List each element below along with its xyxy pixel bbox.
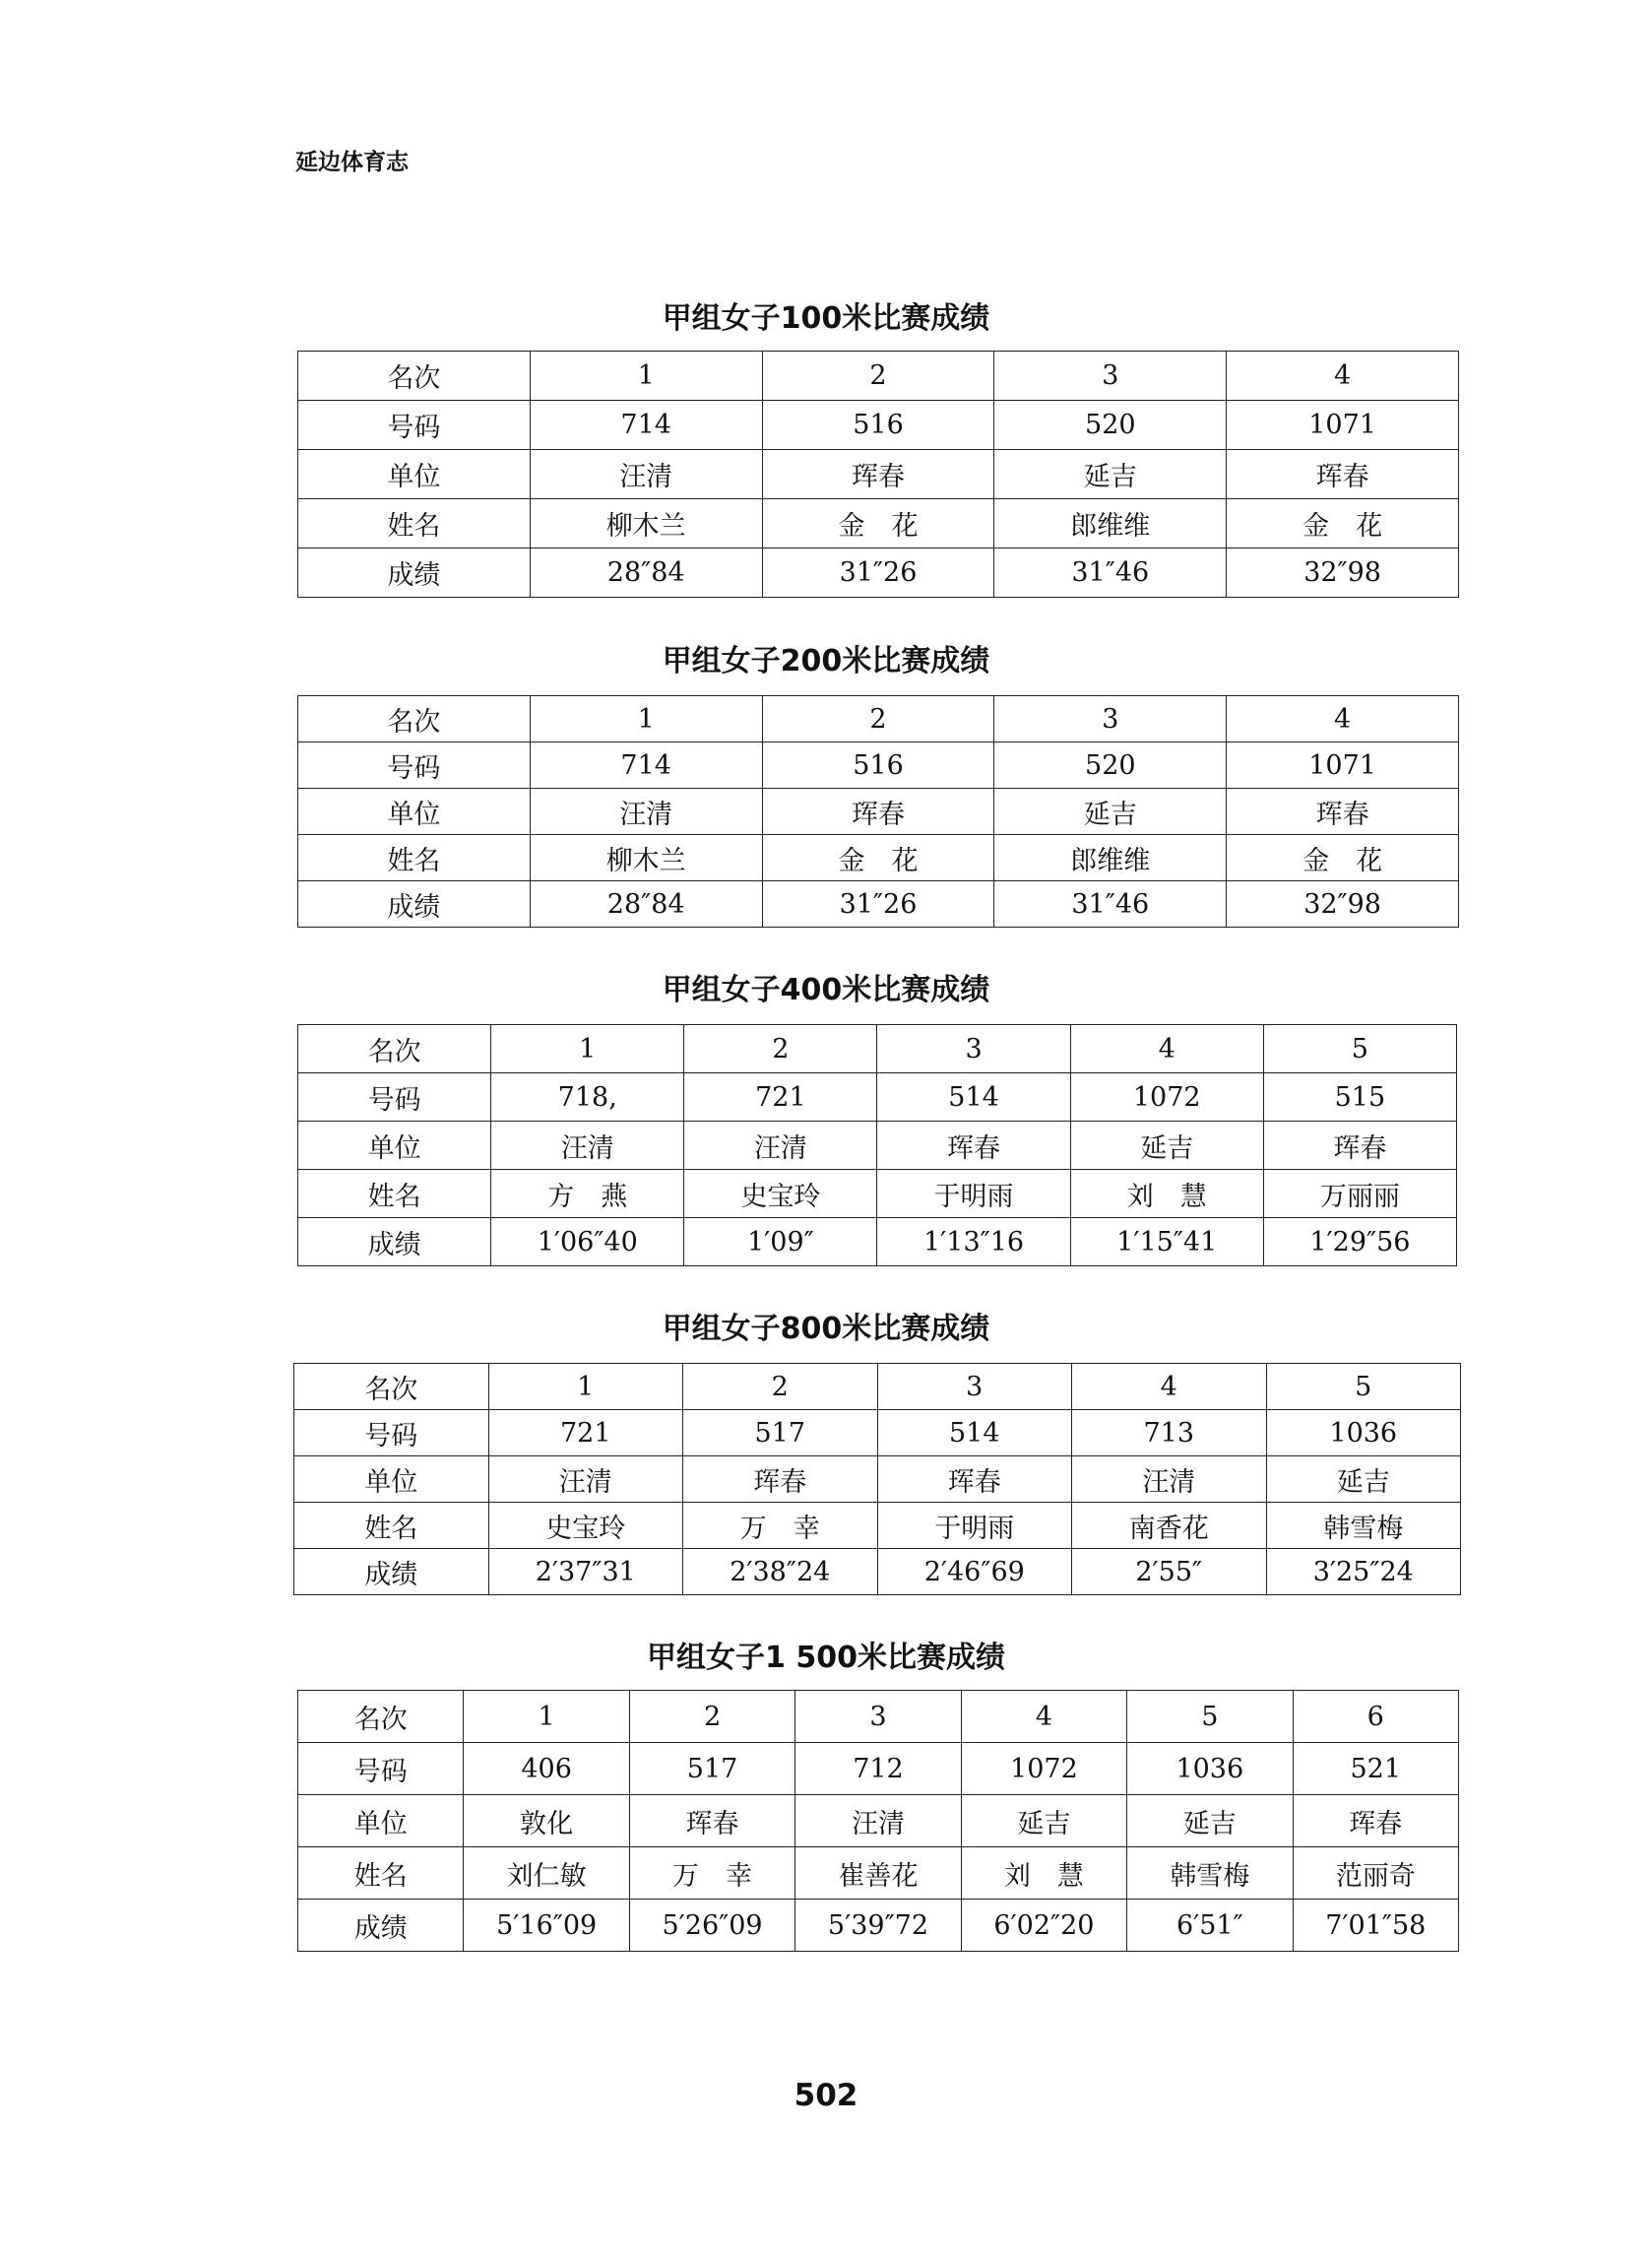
results-table-800m <box>293 1363 1461 1595</box>
table-cell: 4 <box>1227 352 1459 401</box>
table-cell: 6′02″20 <box>961 1900 1126 1952</box>
table-row <box>294 1503 1461 1549</box>
table-cell: 汪清 <box>530 789 762 835</box>
table-cell: 32″98 <box>1227 548 1459 598</box>
table-cell: 郎维维 <box>994 499 1227 548</box>
table-cell: 31″46 <box>994 548 1227 598</box>
table-cell: 6 <box>1293 1691 1458 1743</box>
table-cell: 31″26 <box>762 881 994 928</box>
table-row <box>298 789 1459 835</box>
table-cell: 2 <box>629 1691 794 1743</box>
table-cell: 714 <box>530 401 762 450</box>
table-cell: 延吉 <box>1266 1456 1461 1503</box>
table-cell: 范丽奇 <box>1293 1847 1458 1900</box>
table-row <box>298 1795 1459 1847</box>
results-table-400m <box>297 1024 1457 1266</box>
table-cell: 金 花 <box>1227 499 1459 548</box>
row-header-cell: 姓名 <box>298 499 531 548</box>
table-cell: 1071 <box>1227 401 1459 450</box>
row-header-cell: 号码 <box>298 1743 464 1795</box>
table-cell: 刘 慧 <box>961 1847 1126 1900</box>
table-row <box>298 835 1459 881</box>
table-cell: 3 <box>795 1691 961 1743</box>
row-header-cell: 姓名 <box>298 835 531 881</box>
table-cell: 万丽丽 <box>1263 1170 1456 1218</box>
table-cell: 珲春 <box>1227 789 1459 835</box>
table-row <box>298 1900 1459 1952</box>
table-cell: 3 <box>994 352 1227 401</box>
table-caption-1500m: 甲组女子1 500米比赛成绩 <box>647 1641 1005 1675</box>
table-row <box>298 1847 1459 1900</box>
table-caption-800m: 甲组女子800米比赛成绩 <box>662 1312 990 1346</box>
table-cell: 1′13″16 <box>877 1218 1070 1266</box>
table-cell: 3′25″24 <box>1266 1549 1461 1595</box>
row-header-cell: 成绩 <box>298 881 531 928</box>
table-cell: 32″98 <box>1227 881 1459 928</box>
table-cell: 4 <box>1227 696 1459 742</box>
table-cell: 1071 <box>1227 742 1459 789</box>
table-cell: 金 花 <box>762 835 994 881</box>
table-cell: 2′46″69 <box>877 1549 1072 1595</box>
table-caption-400m: 甲组女子400米比赛成绩 <box>662 973 990 1007</box>
table-cell: 520 <box>994 401 1227 450</box>
table-cell: 延吉 <box>994 789 1227 835</box>
table-cell: 珲春 <box>683 1456 878 1503</box>
table-row <box>294 1456 1461 1503</box>
table-cell: 柳木兰 <box>530 835 762 881</box>
table-cell: 1036 <box>1266 1410 1461 1456</box>
table-cell: 万 幸 <box>629 1847 794 1900</box>
table-cell: 1 <box>464 1691 629 1743</box>
table-cell: 刘 慧 <box>1070 1170 1263 1218</box>
row-header-cell: 姓名 <box>298 1170 491 1218</box>
row-header-cell: 单位 <box>298 1795 464 1847</box>
table-caption-100m: 甲组女子100米比赛成绩 <box>662 301 990 336</box>
table-cell: 史宝玲 <box>684 1170 877 1218</box>
results-table-100m <box>297 351 1459 598</box>
table-row <box>298 881 1459 928</box>
table-cell: 珲春 <box>1293 1795 1458 1847</box>
table-cell: 514 <box>877 1073 1070 1122</box>
table-row <box>298 1025 1457 1073</box>
row-header-cell: 成绩 <box>298 1900 464 1952</box>
table-row <box>298 742 1459 789</box>
table-row <box>298 696 1459 742</box>
table-cell: 延吉 <box>994 450 1227 499</box>
table-row <box>294 1410 1461 1456</box>
table-cell: 汪清 <box>488 1456 683 1503</box>
table-cell: 1 <box>491 1025 684 1073</box>
table-cell: 2 <box>683 1364 878 1410</box>
table-cell: 于明雨 <box>877 1170 1070 1218</box>
table-cell: 珲春 <box>1263 1122 1456 1170</box>
running-header: 延边体育志 <box>295 150 409 175</box>
table-cell: 1 <box>530 352 762 401</box>
table-cell: 2 <box>762 696 994 742</box>
table-cell: 延吉 <box>1070 1122 1263 1170</box>
table-cell: 2′37″31 <box>488 1549 683 1595</box>
table-cell: 4 <box>1070 1025 1263 1073</box>
row-header-cell: 名次 <box>294 1364 489 1410</box>
table-cell: 1 <box>530 696 762 742</box>
table-cell: 517 <box>629 1743 794 1795</box>
results-table-200m <box>297 695 1459 928</box>
table-cell: 514 <box>877 1410 1072 1456</box>
table-cell: 31″26 <box>762 548 994 598</box>
row-header-cell: 号码 <box>298 1073 491 1122</box>
table-cell: 珲春 <box>629 1795 794 1847</box>
table-cell: 于明雨 <box>877 1503 1072 1549</box>
table-cell: 5′26″09 <box>629 1900 794 1952</box>
table-row <box>298 352 1459 401</box>
row-header-cell: 号码 <box>294 1410 489 1456</box>
table-cell: 5 <box>1266 1364 1461 1410</box>
table-cell: 714 <box>530 742 762 789</box>
table-cell: 5 <box>1127 1691 1293 1743</box>
table-cell: 718, <box>491 1073 684 1122</box>
table-cell: 516 <box>762 742 994 789</box>
table-cell: 4 <box>961 1691 1126 1743</box>
table-cell: 5 <box>1263 1025 1456 1073</box>
table-cell: 金 花 <box>762 499 994 548</box>
table-cell: 2 <box>762 352 994 401</box>
row-header-cell: 名次 <box>298 352 531 401</box>
table-cell: 1036 <box>1127 1743 1293 1795</box>
table-cell: 517 <box>683 1410 878 1456</box>
table-cell: 5′16″09 <box>464 1900 629 1952</box>
table-caption-200m: 甲组女子200米比赛成绩 <box>662 644 990 678</box>
table-cell: 刘仁敏 <box>464 1847 629 1900</box>
row-header-cell: 号码 <box>298 742 531 789</box>
table-row <box>298 1743 1459 1795</box>
table-cell: 珲春 <box>762 789 994 835</box>
table-cell: 713 <box>1072 1410 1267 1456</box>
table-cell: 3 <box>877 1364 1072 1410</box>
table-cell: 4 <box>1072 1364 1267 1410</box>
row-header-cell: 名次 <box>298 1025 491 1073</box>
table-row <box>298 401 1459 450</box>
table-cell: 1′09″ <box>684 1218 877 1266</box>
table-cell: 3 <box>994 696 1227 742</box>
table-cell: 崔善花 <box>795 1847 961 1900</box>
table-cell: 珲春 <box>877 1122 1070 1170</box>
table-row <box>294 1364 1461 1410</box>
table-cell: 2′55″ <box>1072 1549 1267 1595</box>
table-cell: 7′01″58 <box>1293 1900 1458 1952</box>
table-row <box>298 1073 1457 1122</box>
table-row <box>298 548 1459 598</box>
table-cell: 珲春 <box>877 1456 1072 1503</box>
table-cell: 516 <box>762 401 994 450</box>
row-header-cell: 号码 <box>298 401 531 450</box>
row-header-cell: 名次 <box>298 696 531 742</box>
table-cell: 6′51″ <box>1127 1900 1293 1952</box>
table-cell: 721 <box>684 1073 877 1122</box>
row-header-cell: 姓名 <box>294 1503 489 1549</box>
row-header-cell: 单位 <box>294 1456 489 1503</box>
table-cell: 汪清 <box>491 1122 684 1170</box>
row-header-cell: 单位 <box>298 1122 491 1170</box>
table-cell: 珲春 <box>762 450 994 499</box>
table-row <box>298 1691 1459 1743</box>
row-header-cell: 成绩 <box>298 1218 491 1266</box>
table-cell: 汪清 <box>795 1795 961 1847</box>
table-row <box>294 1549 1461 1595</box>
table-cell: 5′39″72 <box>795 1900 961 1952</box>
table-cell: 汪清 <box>530 450 762 499</box>
table-cell: 柳木兰 <box>530 499 762 548</box>
table-cell: 郎维维 <box>994 835 1227 881</box>
table-cell: 406 <box>464 1743 629 1795</box>
row-header-cell: 单位 <box>298 789 531 835</box>
table-cell: 万 幸 <box>683 1503 878 1549</box>
table-cell: 珲春 <box>1227 450 1459 499</box>
row-header-cell: 名次 <box>298 1691 464 1743</box>
table-cell: 712 <box>795 1743 961 1795</box>
table-cell: 汪清 <box>1072 1456 1267 1503</box>
row-header-cell: 成绩 <box>298 548 531 598</box>
table-row <box>298 1218 1457 1266</box>
table-row <box>298 450 1459 499</box>
table-row <box>298 1170 1457 1218</box>
page-number: 502 <box>794 2078 858 2113</box>
table-cell: 延吉 <box>1127 1795 1293 1847</box>
table-cell: 1 <box>488 1364 683 1410</box>
table-cell: 521 <box>1293 1743 1458 1795</box>
table-cell: 31″46 <box>994 881 1227 928</box>
table-row <box>298 499 1459 548</box>
table-cell: 515 <box>1263 1073 1456 1122</box>
table-cell: 1′06″40 <box>491 1218 684 1266</box>
table-cell: 史宝玲 <box>488 1503 683 1549</box>
row-header-cell: 姓名 <box>298 1847 464 1900</box>
table-cell: 敦化 <box>464 1795 629 1847</box>
table-cell: 721 <box>488 1410 683 1456</box>
results-table-1500m <box>297 1690 1459 1952</box>
table-cell: 方 燕 <box>491 1170 684 1218</box>
table-cell: 1072 <box>1070 1073 1263 1122</box>
table-row <box>298 1122 1457 1170</box>
table-cell: 韩雪梅 <box>1127 1847 1293 1900</box>
table-cell: 金 花 <box>1227 835 1459 881</box>
row-header-cell: 单位 <box>298 450 531 499</box>
table-cell: 1′15″41 <box>1070 1218 1263 1266</box>
table-cell: 28″84 <box>530 548 762 598</box>
table-cell: 1′29″56 <box>1263 1218 1456 1266</box>
table-cell: 2 <box>684 1025 877 1073</box>
table-cell: 28″84 <box>530 881 762 928</box>
table-cell: 延吉 <box>961 1795 1126 1847</box>
table-cell: 1072 <box>961 1743 1126 1795</box>
table-cell: 汪清 <box>684 1122 877 1170</box>
table-cell: 2′38″24 <box>683 1549 878 1595</box>
row-header-cell: 成绩 <box>294 1549 489 1595</box>
table-cell: 3 <box>877 1025 1070 1073</box>
table-cell: 南香花 <box>1072 1503 1267 1549</box>
table-cell: 韩雪梅 <box>1266 1503 1461 1549</box>
table-cell: 520 <box>994 742 1227 789</box>
